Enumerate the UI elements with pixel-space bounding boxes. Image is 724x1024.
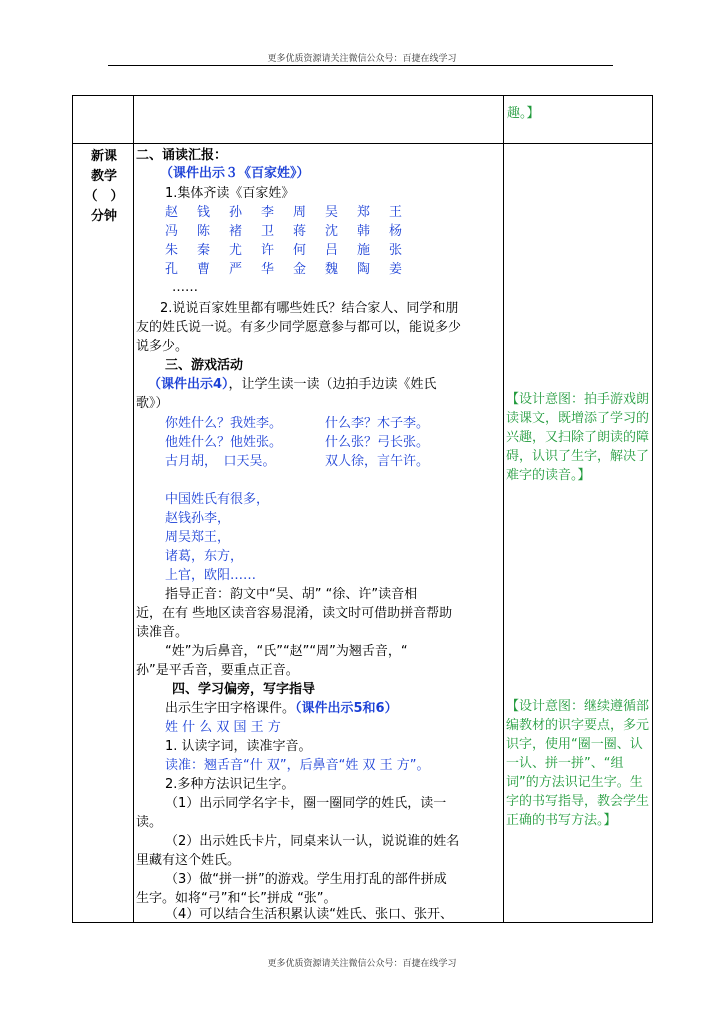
table-col-divider-1 [133,95,134,923]
surname-row-4 [165,260,421,279]
surname: 姜 [389,262,403,277]
rhyme-line-1b: 什么李？木子李。 [325,416,430,431]
surname: 金 [293,262,307,277]
surname: 周 [293,205,307,220]
rhyme2-line-3: 周吴郑王， [165,530,231,545]
surname: 杨 [389,224,403,239]
section-3-intro-text: ，让学生读一读（边拍手边读《姓氏 [228,377,437,392]
method-2-line-1: （2）出示姓氏卡片，同桌来认一认，说说谁的姓名 [165,834,460,849]
page-header: 更多优质资源请关注微信公众号：百捷在线学习 [267,54,457,64]
design-intent-note-2: 【设计意图：继续遵循部编教材的识字要点，多元识字，使用“圈一圈、认一认、拼一拼”、“组词”的方法识记生字。生字的书写指导，教会学生正确的书写方法。】 [506,699,650,828]
surname: 褚 [229,224,243,239]
surname: 赵 [165,205,179,220]
method-4-line-1: （4）可以结合生活积累认读“姓氏、张口、张开、 [165,907,454,922]
table-col-divider-2 [503,95,504,923]
surname: 郑 [357,205,371,220]
surname: 王 [389,205,403,220]
section-4-courseware: （课件出示5和6） [295,701,398,716]
header-rule [108,65,613,66]
surname: 吕 [325,243,339,258]
rhyme-line-2b: 什么张？弓长张。 [325,435,430,450]
method-3-line-1: （3）做“拼一拼”的游戏。学生用打乱的部件拼成 [165,872,447,887]
section-2-item-2-line-1: 2.说说百家姓里都有哪些姓氏？结合家人、同学和朋 [160,301,459,316]
stage-time-blank: （ ） [84,189,124,204]
surname: 李 [261,205,275,220]
surname-ellipsis: …… [172,280,198,295]
surname: 韩 [357,224,371,239]
guide-line-2: 近，在有 些地区读音容易混淆，读文时可借助拼音帮助 [136,606,453,621]
section-2-item-1: 1.集体齐读《百家姓》 [165,186,295,201]
table-border-top [72,95,653,96]
rhyme2-line-5: 上官，欧阳…… [165,568,257,583]
surname-row-2 [165,222,421,241]
section-4-item-2: 2.多种方法识记生字。 [165,777,295,792]
section-3-intro-line-1 [148,375,437,394]
design-intent-note-1: 【设计意图：拍手游戏朗读课文，既增添了学习的兴趣，又扫除了朗读的障碍，认识了生字，解决了难字的读音。】 [506,392,650,483]
surname: 华 [261,262,275,277]
method-2-line-2: 里藏有这个姓氏。 [136,853,241,868]
surname-row-3 [165,241,421,260]
stage-label-line4: 分钟 [90,209,117,224]
rhyme-line-2a: 他姓什么？他姓张。 [165,435,283,450]
surname: 魏 [325,262,339,277]
rhyme2-line-2: 赵钱孙李， [165,511,231,526]
method-1-line-1: （1）出示同学名字卡，圈一圈同学的姓氏，读一 [165,796,447,811]
section-4-show-line [165,699,398,718]
section-2-courseware: （课件出示３《百家姓》） [160,166,310,181]
method-1-line-2: 读。 [136,815,163,830]
section-4-item-1: 1. 认读字词，读准字音。 [165,739,312,754]
rhyme2-line-1: 中国姓氏有很多， [165,492,270,507]
surname: 何 [293,243,307,258]
section-2-item-2-line-3: 说多少。 [136,339,189,354]
surname: 孔 [165,262,179,277]
section-4-show-text: 出示生字田字格课件。 [165,701,296,716]
surname: 孙 [229,205,243,220]
surname: 朱 [165,243,179,258]
table-border-left [72,95,73,923]
stage-label-line2: 教学 [90,169,117,184]
surname: 许 [261,243,275,258]
surname: 陈 [197,224,211,239]
surname: 冯 [165,224,179,239]
section-4-read-note: 读准：翘舌音“什 双”，后鼻音“姓 双 王 方”。 [165,758,430,773]
guide-line-3: 读准音。 [136,625,189,640]
surname: 尤 [229,243,243,258]
surname: 曹 [197,262,211,277]
section-3-intro-line-2: 歌》） [136,396,169,411]
surname: 卫 [261,224,275,239]
guide2-line-1: “姓”为后鼻音，“氏”“赵”“周”为翘舌音，“ [165,644,408,659]
surname: 施 [357,243,371,258]
surname: 蒋 [293,224,307,239]
stage-label-line1: 新课 [90,149,117,164]
rhyme2-line-4: 诸葛，东方， [165,549,244,564]
table-border-right [652,95,653,923]
section-3-title: 三、游戏活动 [165,358,244,373]
section-4-title: 四、学习偏旁，写字指导 [172,682,316,697]
top-row-note-tail: 趣。】 [507,106,540,121]
section-2-title: 二、诵读汇报： [136,148,228,163]
surname: 钱 [197,205,211,220]
surname: 吴 [325,205,339,220]
table-row-divider [72,143,653,144]
rhyme-line-1a: 你姓什么？我姓李。 [165,416,283,431]
section-3-courseware: （课件出示4） [148,377,229,392]
surname: 陶 [357,262,371,277]
page-footer: 更多优质资源请关注微信公众号：百捷在线学习 [267,959,457,969]
surname: 秦 [197,243,211,258]
rhyme-line-3b: 双人徐，言午许。 [325,454,430,469]
surname: 张 [389,243,403,258]
section-2-item-2-line-2: 友的姓氏说一说。有多少同学愿意参与都可以，能说多少 [136,320,462,335]
surname: 严 [229,262,243,277]
method-3-line-2: 生字。如将“弓”和“长”拼成 “张”。 [136,891,337,906]
guide-line-1: 指导正音：韵文中“吴、胡” “徐、许”读音相 [165,587,418,602]
surname: 沈 [325,224,339,239]
surname-row-1 [165,203,421,222]
section-4-characters: 姓 什 么 双 国 王 方 [165,720,281,735]
guide2-line-2: 孙”是平舌音，要重点正音。 [136,663,299,678]
rhyme-line-3a: 古月胡， 口天吴。 [165,454,276,469]
table-border-bottom [72,922,653,923]
